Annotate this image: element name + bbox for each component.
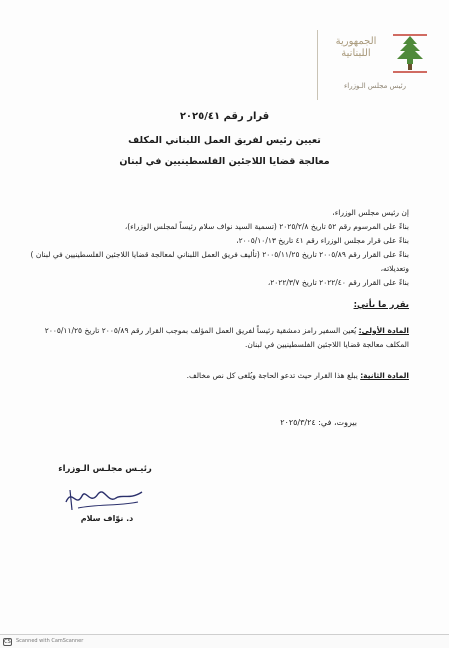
signatory-title: رئيـس مجلـس الـوزراء bbox=[58, 464, 152, 474]
handwritten-signature bbox=[58, 478, 148, 518]
decides-heading: يقرر ما يأتي: bbox=[353, 300, 409, 310]
cedar-tree-icon bbox=[393, 34, 427, 74]
decision-title-line-1: تعيين رئيس لفريق العمل اللبناني المكلف bbox=[128, 135, 321, 146]
article-label: المادة الثانية: bbox=[360, 371, 409, 380]
article-second bbox=[24, 369, 409, 383]
republic-line-1: الجمهورية bbox=[335, 36, 377, 47]
republic-name bbox=[321, 36, 391, 60]
article-text: يبلغ هذا القرار حيث تدعو الحاجة ويُلغى كل نص مخالف. bbox=[186, 371, 361, 380]
scanner-watermark: Scanned with CamScanner bbox=[16, 638, 84, 644]
article-first bbox=[24, 324, 409, 352]
preamble-intro: إن رئيس مجلس الوزراء، bbox=[332, 208, 409, 217]
decision-number: قرار رقم ٢٠٢٥/٤١ bbox=[179, 111, 270, 122]
republic-line-2: اللبنانية bbox=[341, 48, 371, 59]
signatory-name: د. نوّاف سلام bbox=[80, 514, 134, 523]
preamble bbox=[24, 206, 409, 290]
article-label: المادة الأولى: bbox=[358, 326, 409, 335]
preamble-item: بناءً على القرار رقم ٢٠٠٥/٨٩ تاريخ ٢٠٠٥/١١/٢٥ (تأليف فريق العمل اللبناني لمعالجة قضايا اللاجئين الفلسطينيين في لبنان ) وتعديلاته، bbox=[30, 250, 409, 273]
scanner-footer bbox=[0, 634, 449, 648]
decision-title-line-2: معالجة قضايا اللاجئين الفلسطينيين في لبنان bbox=[119, 156, 330, 167]
preamble-item: بناءً على قرار مجلس الوزراء رقم ٤١ تاريخ ٢٠٠٥/١٠/١٣، bbox=[236, 236, 409, 245]
article-text: يُعين السفير رامز دمشقية رئيساً لفريق العمل المؤلف بموجب القرار رقم ٢٠٠٥/٨٩ تاريخ ٢٠٠٥/١١/٢٥ المكلف معالجة قضايا اللاجئين الفلسطينيين في لبنان. bbox=[44, 326, 409, 349]
camscanner-icon: CS bbox=[4, 639, 11, 645]
letterhead bbox=[317, 30, 427, 100]
office-name: رئيس مجلس الـوزراء bbox=[343, 82, 407, 90]
preamble-item: بناءً على القرار رقم ٢٠٢٢/٤٠ تاريخ ٢٠٢٢/٣/٧، bbox=[267, 278, 409, 287]
place-date: بيروت، في: ٢٠٢٥/٣/٢٤ bbox=[280, 418, 357, 427]
preamble-item: بناءً على المرسوم رقم ٥٢ تاريخ ٢٠٢٥/٢/٨ (تسمية السيد نواف سلام رئيساً لمجلس الوزراء)، bbox=[124, 222, 409, 231]
